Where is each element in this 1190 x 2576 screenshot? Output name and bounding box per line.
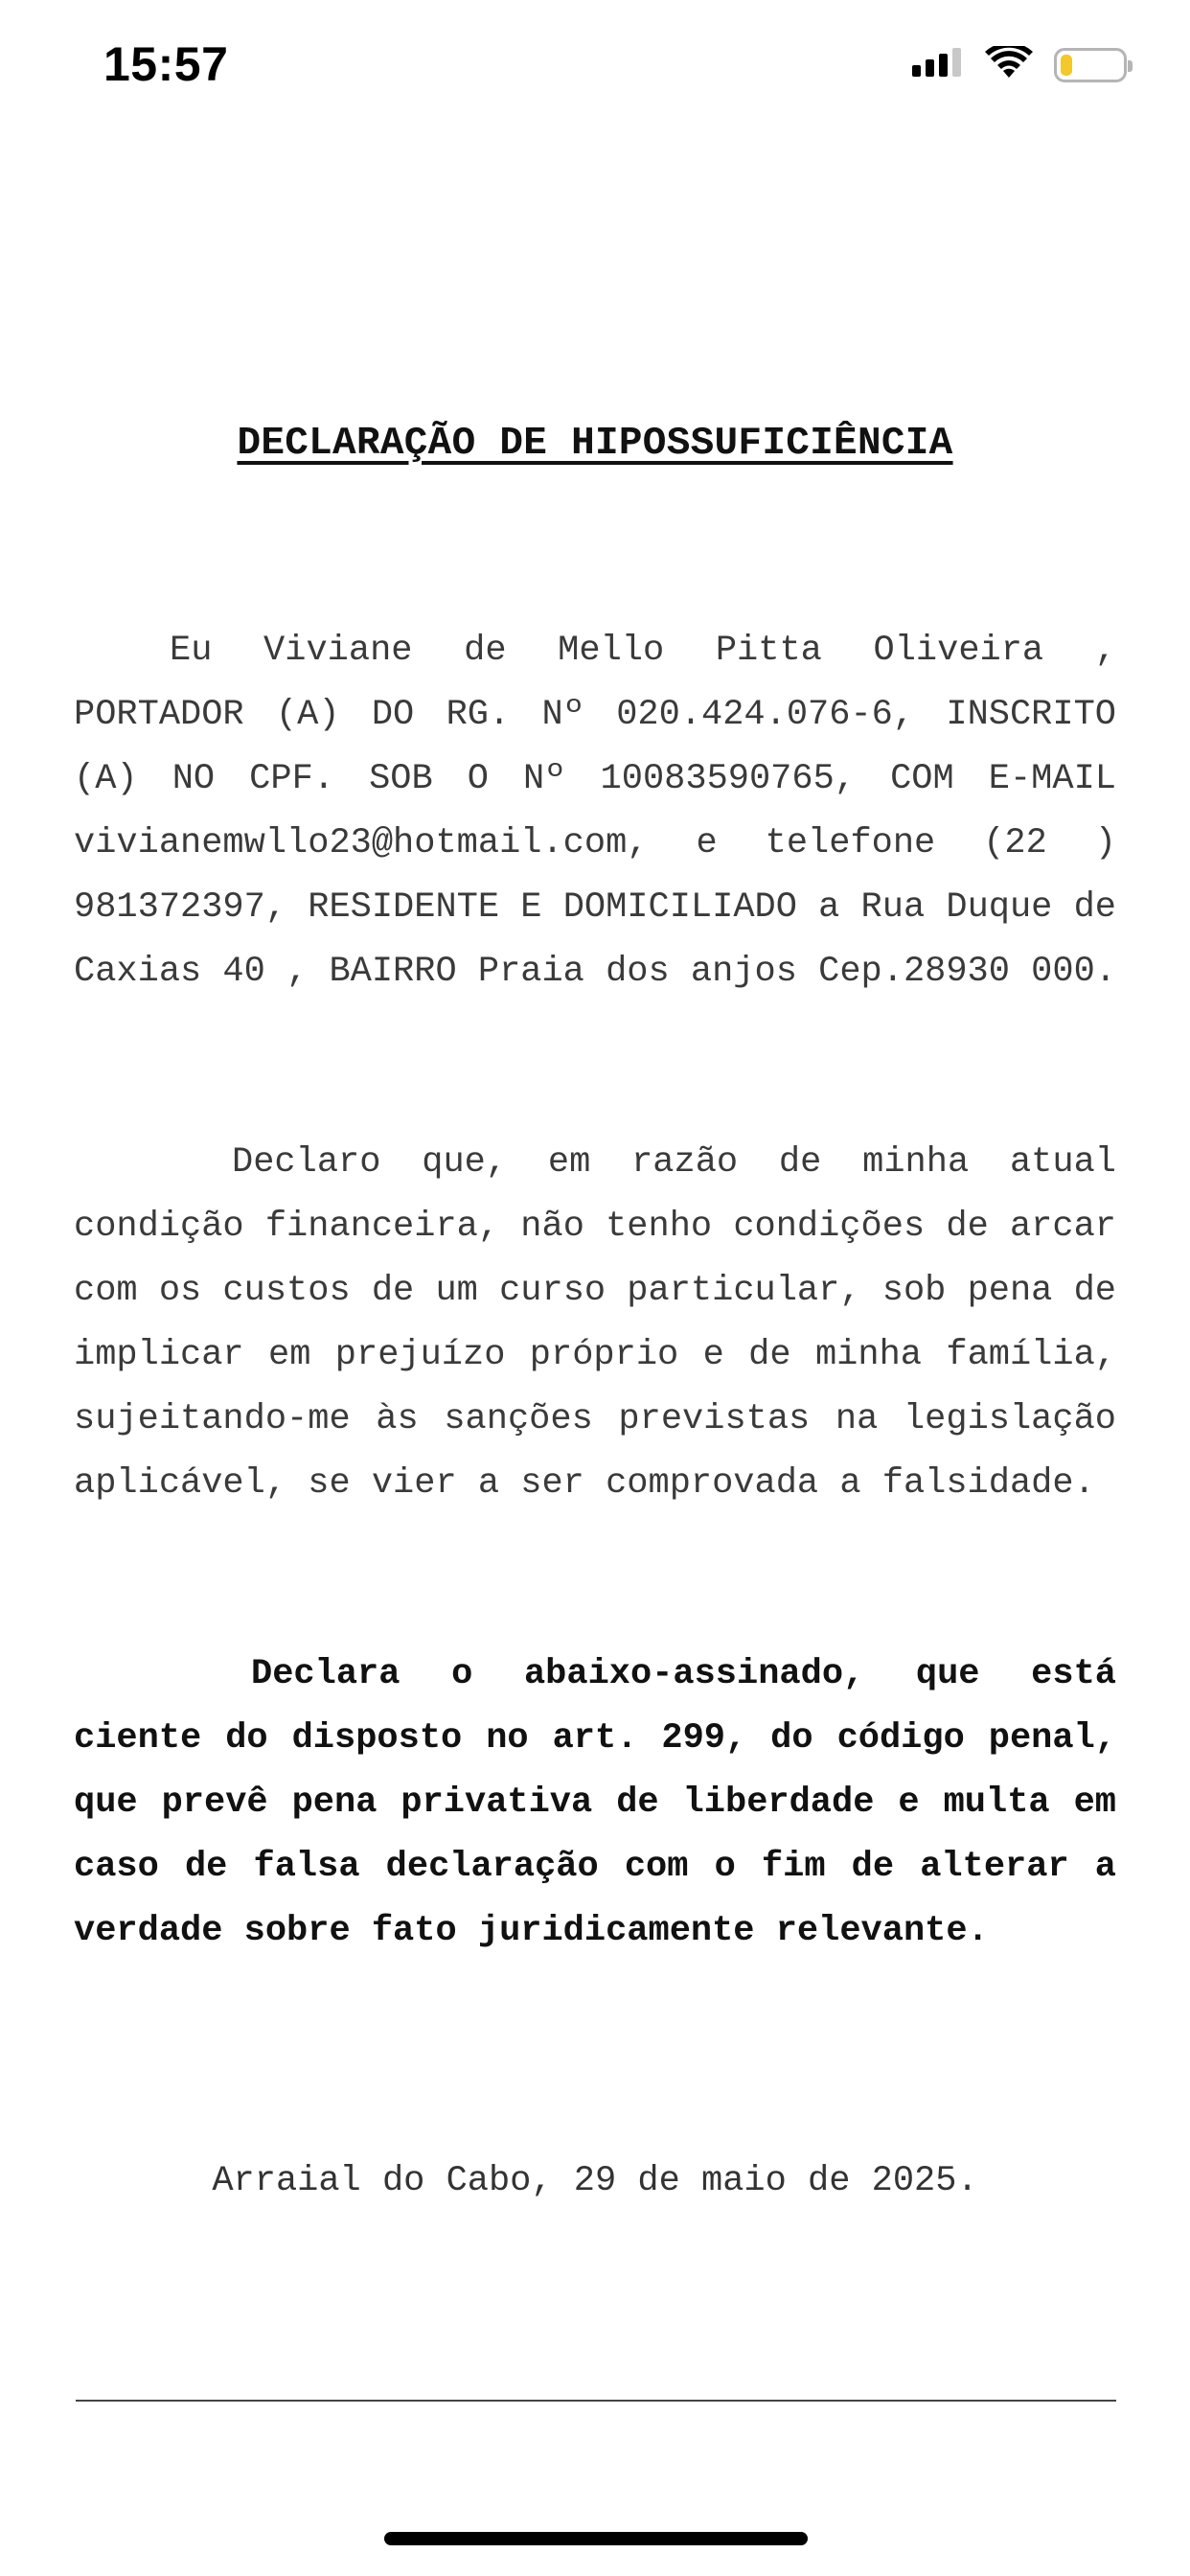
status-time: 15:57 [103, 37, 229, 91]
declaration-paragraph: Declaro que, em razão de minha atual condição financeira, não tenho condições de arcar com os custos de um curso particular, sob pena de implicar em prejuízo próprio e de minha família, sujeitando-me às sanções previstas na legislação aplicável, se vier a ser comprovada a falsidade. [74, 1142, 1116, 1504]
identification-paragraph: Eu Viviane de Mello Pitta Oliveira , PORTADOR (A) DO RG. Nº 020.424.076-6, INSCRITO (A) NO CPF. SOB O Nº 10083590765, COM E-MAIL vivianemwllo23@hotmail.com, e telefone (22 ) 981372397, RESIDENTE E DOMICILIADO a Rua Duque de Caxias 40 , BAIRRO Praia dos anjos Cep.28930 000. [74, 631, 1116, 992]
battery-icon [1054, 48, 1127, 82]
wifi-icon [985, 46, 1033, 85]
place-date: Arraial do Cabo, 29 de maio de 2025. [212, 2161, 978, 2201]
battery-level [1061, 55, 1072, 76]
status-bar [0, 0, 1190, 134]
home-indicator[interactable] [384, 2532, 808, 2545]
legal-notice-paragraph: Declara o abaixo-assinado, que está ciente do disposto no art. 299, do código penal, que prevê pena privativa de liberdade e multa em caso de falsa declaração com o fim de alterar a verdade sobre fato juridicamente relevante. [74, 1654, 1116, 1951]
document-title: DECLARAÇÃO DE HIPOSSUFICIÊNCIA [237, 422, 953, 466]
cellular-signal-icon [912, 46, 964, 85]
status-icons [912, 44, 1127, 86]
signature-line [76, 2400, 1116, 2402]
